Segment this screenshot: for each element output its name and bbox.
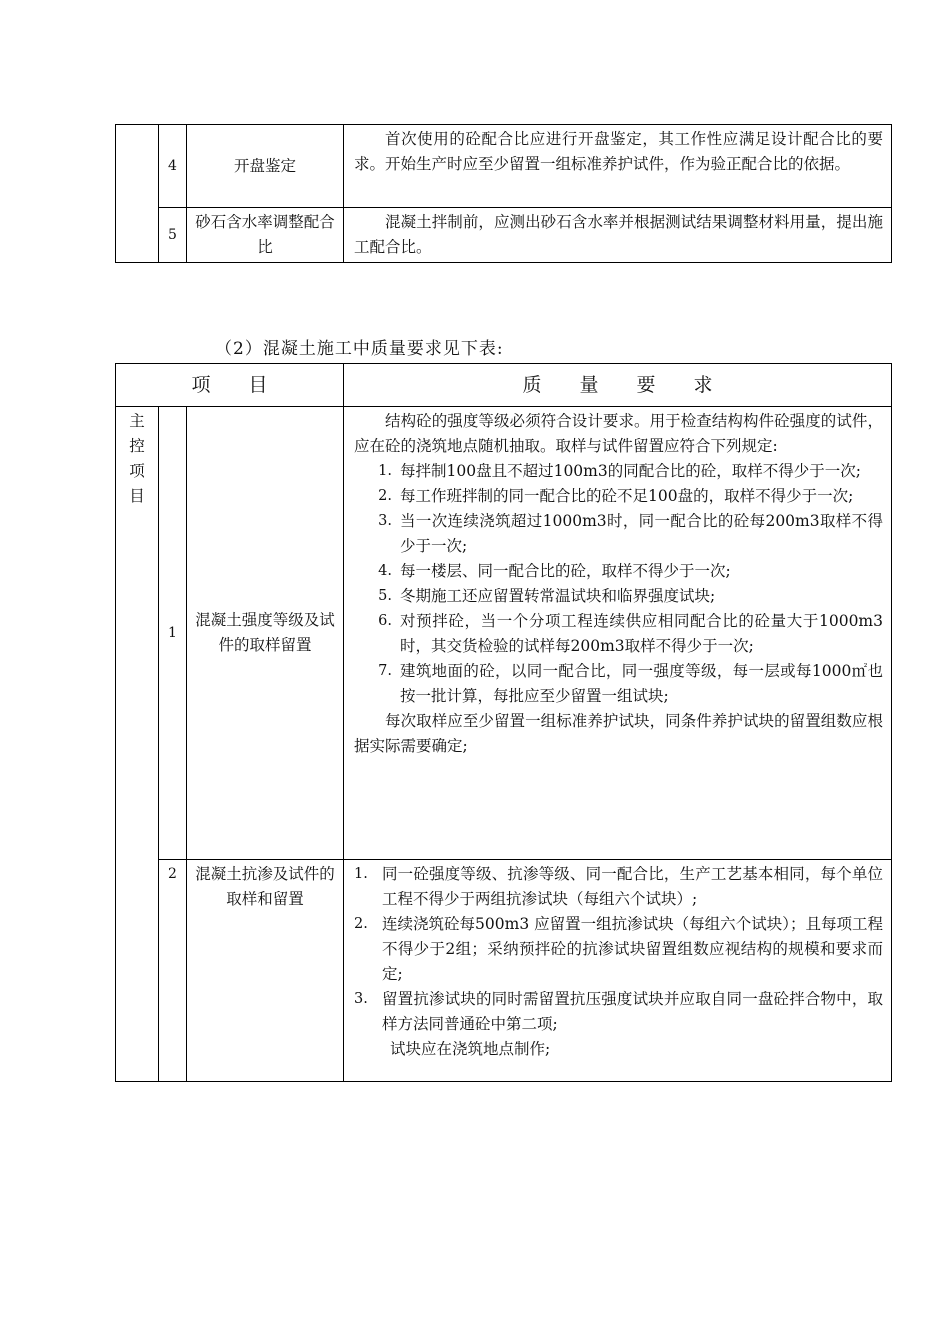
item-requirement xyxy=(344,860,892,1082)
header-requirement: 质 量 要 求 xyxy=(344,364,892,407)
requirement-intro: 结构砼的强度等级必须符合设计要求。用于检查结构构件砼强度的试件，应在砼的浇筑地点随机抽取。取样与试件留置应符合下列规定: xyxy=(354,412,883,455)
list-item: 4. 每一楼层、同一配合比的砼，取样不得少于一次; xyxy=(378,562,731,580)
row-number: 2 xyxy=(159,860,187,1082)
table-row xyxy=(116,407,892,860)
category-cell xyxy=(116,125,159,263)
section-caption: （2）混凝土施工中质量要求见下表: xyxy=(215,339,504,359)
list-item: 6. 对预拌砼，当一个分项工程连续供应相同配合比的砼量大于1000m3时，其交货检验的试样每200m3取样不得少于一次; xyxy=(378,612,883,655)
table-row xyxy=(116,860,892,1082)
header-item: 项 目 xyxy=(116,364,344,407)
row-number: 1 xyxy=(159,407,187,860)
list-item: 7. 建筑地面的砼，以同一配合比，同一强度等级，每一层或每1000㎡也按一批计算，每批应至少留置一组试块; xyxy=(378,662,883,705)
list-item: 1. 同一砼强度等级、抗渗等级、同一配合比，生产工艺基本相同，每个单位工程不得少于两组抗渗试块（每组六个试块）; xyxy=(354,865,883,908)
list-item: 1. 每拌制100盘且不超过100m3的同配合比的砼，取样不得少于一次; xyxy=(378,462,861,480)
item-requirement: 混凝土拌制前，应测出砂石含水率并根据测试结果调整材料用量，提出施工配合比。 xyxy=(344,208,892,263)
table-header-row xyxy=(116,364,892,407)
item-requirement: 首次使用的砼配合比应进行开盘鉴定，其工作性应满足设计配合比的要求。开始生产时应至少留置一组标准养护试件，作为验正配合比的依据。 xyxy=(344,125,892,208)
item-name: 混凝土抗渗及试件的取样和留置 xyxy=(187,860,344,1082)
quality-requirements-table xyxy=(115,363,892,1082)
list-item: 3. 留置抗渗试块的同时需留置抗压强度试块并应取自同一盘砼拌合物中，取样方法同普通砼中第二项; xyxy=(354,990,883,1033)
list-item: 2. 连续浇筑砼每500m3 应留置一组抗渗试块（每组六个试块）；且每项工程不得少于2组；采纳预拌砼的抗渗试块留置组数应视结构的规模和要求而定; xyxy=(354,915,883,983)
category-main-control: 主 控 项 目 xyxy=(116,407,159,1082)
requirement-outro: 每次取样应至少留置一组标准养护试块，同条件养护试块的留置组数应根据实际需要确定; xyxy=(354,712,883,755)
item-requirement xyxy=(344,407,892,860)
mix-ratio-table xyxy=(115,124,892,263)
row-number: 4 xyxy=(159,125,187,208)
item-name: 开盘鉴定 xyxy=(187,125,344,208)
row-number: 5 xyxy=(159,208,187,263)
table-row xyxy=(116,208,892,263)
requirement-outro: 试块应在浇筑地点制作; xyxy=(390,1040,551,1058)
list-item: 5. 冬期施工还应留置转常温试块和临界强度试块; xyxy=(378,587,716,605)
item-name: 砂石含水率调整配合比 xyxy=(187,208,344,263)
list-item: 2. 每工作班拌制的同一配合比的砼不足100盘的，取样不得少于一次; xyxy=(378,487,854,505)
table-row xyxy=(116,125,892,208)
item-name: 混凝土强度等级及试件的取样留置 xyxy=(187,407,344,860)
list-item: 3. 当一次连续浇筑超过1000m3时，同一配合比的砼每200m3取样不得少于一次; xyxy=(378,512,883,555)
